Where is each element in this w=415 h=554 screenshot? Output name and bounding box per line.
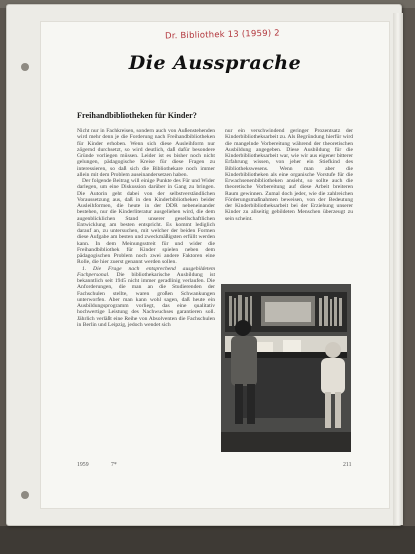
paragraph: nur ein verschwindend geringer Prozentsatz der Kinderbibliotheksarbeit zu. Als Begründung hierfür wird die mangelnde Vorbereitung während der theoretischen Ausbildung angegeben. Diese Ausbildung für die Kinderbibliotheksarbeit war, wie wir aus eigener bitterer Erfahrung wissen, von jeher ein Stiefkind des Bibliothekswesens. Wenn man aber die Kinderbibliotheken als eine organische Vorstufe für die Erwachsenenbibliotheken ansieht, so sollte auch die theoretische Vorbereitung auf diese Arbeit breiteren Raum gewinnen. Zumal doch jeder, wie die zahlreichen Förderungsmaßnahmen beweisen, von der Bedeutung der Kinderbibliotheksarbeit bei der Erziehung unserer Kinder zu allseitig gebildeten Menschen überzeugt zu sein scheint. — [225, 128, 353, 222]
punch-hole-top — [21, 63, 29, 71]
masthead: Die Aussprache — [128, 52, 302, 74]
paragraph: Nicht nur in Fachkreisen, sondern auch von Außenstehenden wird mehr denn je die Forderung nach Freihandbibliotheken für Kinder erhoben. Wenn sich diese Ausleihform nur zögernd durchsetzt, so wird deutlich, daß dafür besondere Gründe vorliegen müssen. Leider ist es bisher noch nicht gelungen, pädagogische Kreise für diese Fragen zu interessieren, so daß sich die Bibliothekare noch immer allein mit dem Problem auseinandersetzen haben. — [77, 128, 215, 178]
paragraph: Der folgende Beitrag will einige Punkte des Für und Wider darlegen, um eine Diskussion darüber in Gang zu bringen. Die Autorin geht dabei von der selbstverständlichen Voraussetzung aus, daß in den Kinderbibliotheken beider Ausleihformen, die heute in der DDR nebeneinander bestehen, nur die Kinderliteratur ausgeliehen wird, die dem augenblicklichen Stand unserer gesellschaftlichen Entwicklung am besten entspricht. Es kommt lediglich darauf an, zu untersuchen, mit welcher der beiden Formen diese Aufgabe am besten und zweckmäßigsten erfüllt werden kann. In dem Meinungsstreit für und wider die Freihandbibliothek für Kinder spielen neben dem pädagogischen Problem noch zwei andere Faktoren eine Rolle, die hier zuerst genannt werden sollen. — [77, 178, 215, 266]
footer-year: 1959 — [77, 462, 89, 468]
sleeve-edge — [393, 13, 403, 525]
plastic-sleeve — [6, 4, 402, 526]
footer-signature-mark: 7* — [111, 462, 117, 468]
library-photo — [221, 284, 351, 452]
photo-graphic — [221, 284, 351, 452]
article-title: Freihandbibliotheken für Kinder? — [77, 111, 197, 120]
numbered-paragraph — [77, 266, 215, 329]
paragraph-body: Die bibliothekarische Ausbildung ist bekanntlich seit 1945 nicht immer geradlinig verlaufen. Die Anforderungen, die man an die Studierenden der Fachschulen stellte, waren großen Schwankungen unterworfen. Aber man kann wohl sagen, daß heute ein Ausbildungsprogramm vorliegt, das eine qualitativ hochwertige Leistung des Nachwuchses garantieren soll. Jährlich verläßt eine Reihe von Absolventen die Fachschulen in Berlin und Leipzig, jedoch wendet sich — [77, 271, 215, 328]
table-surface — [0, 526, 415, 554]
paragraph-lead: 1. Die Frage nach entsprechend ausgebildetem Fachpersonal. — [77, 265, 215, 278]
text-column-right — [225, 128, 353, 286]
text-column-left — [77, 128, 215, 483]
document-page — [40, 21, 390, 509]
handwritten-annotation: Dr. Bibliothek 13 (1959) 2 — [164, 28, 280, 42]
page-number: 211 — [343, 462, 352, 468]
punch-hole-bottom — [21, 491, 29, 499]
